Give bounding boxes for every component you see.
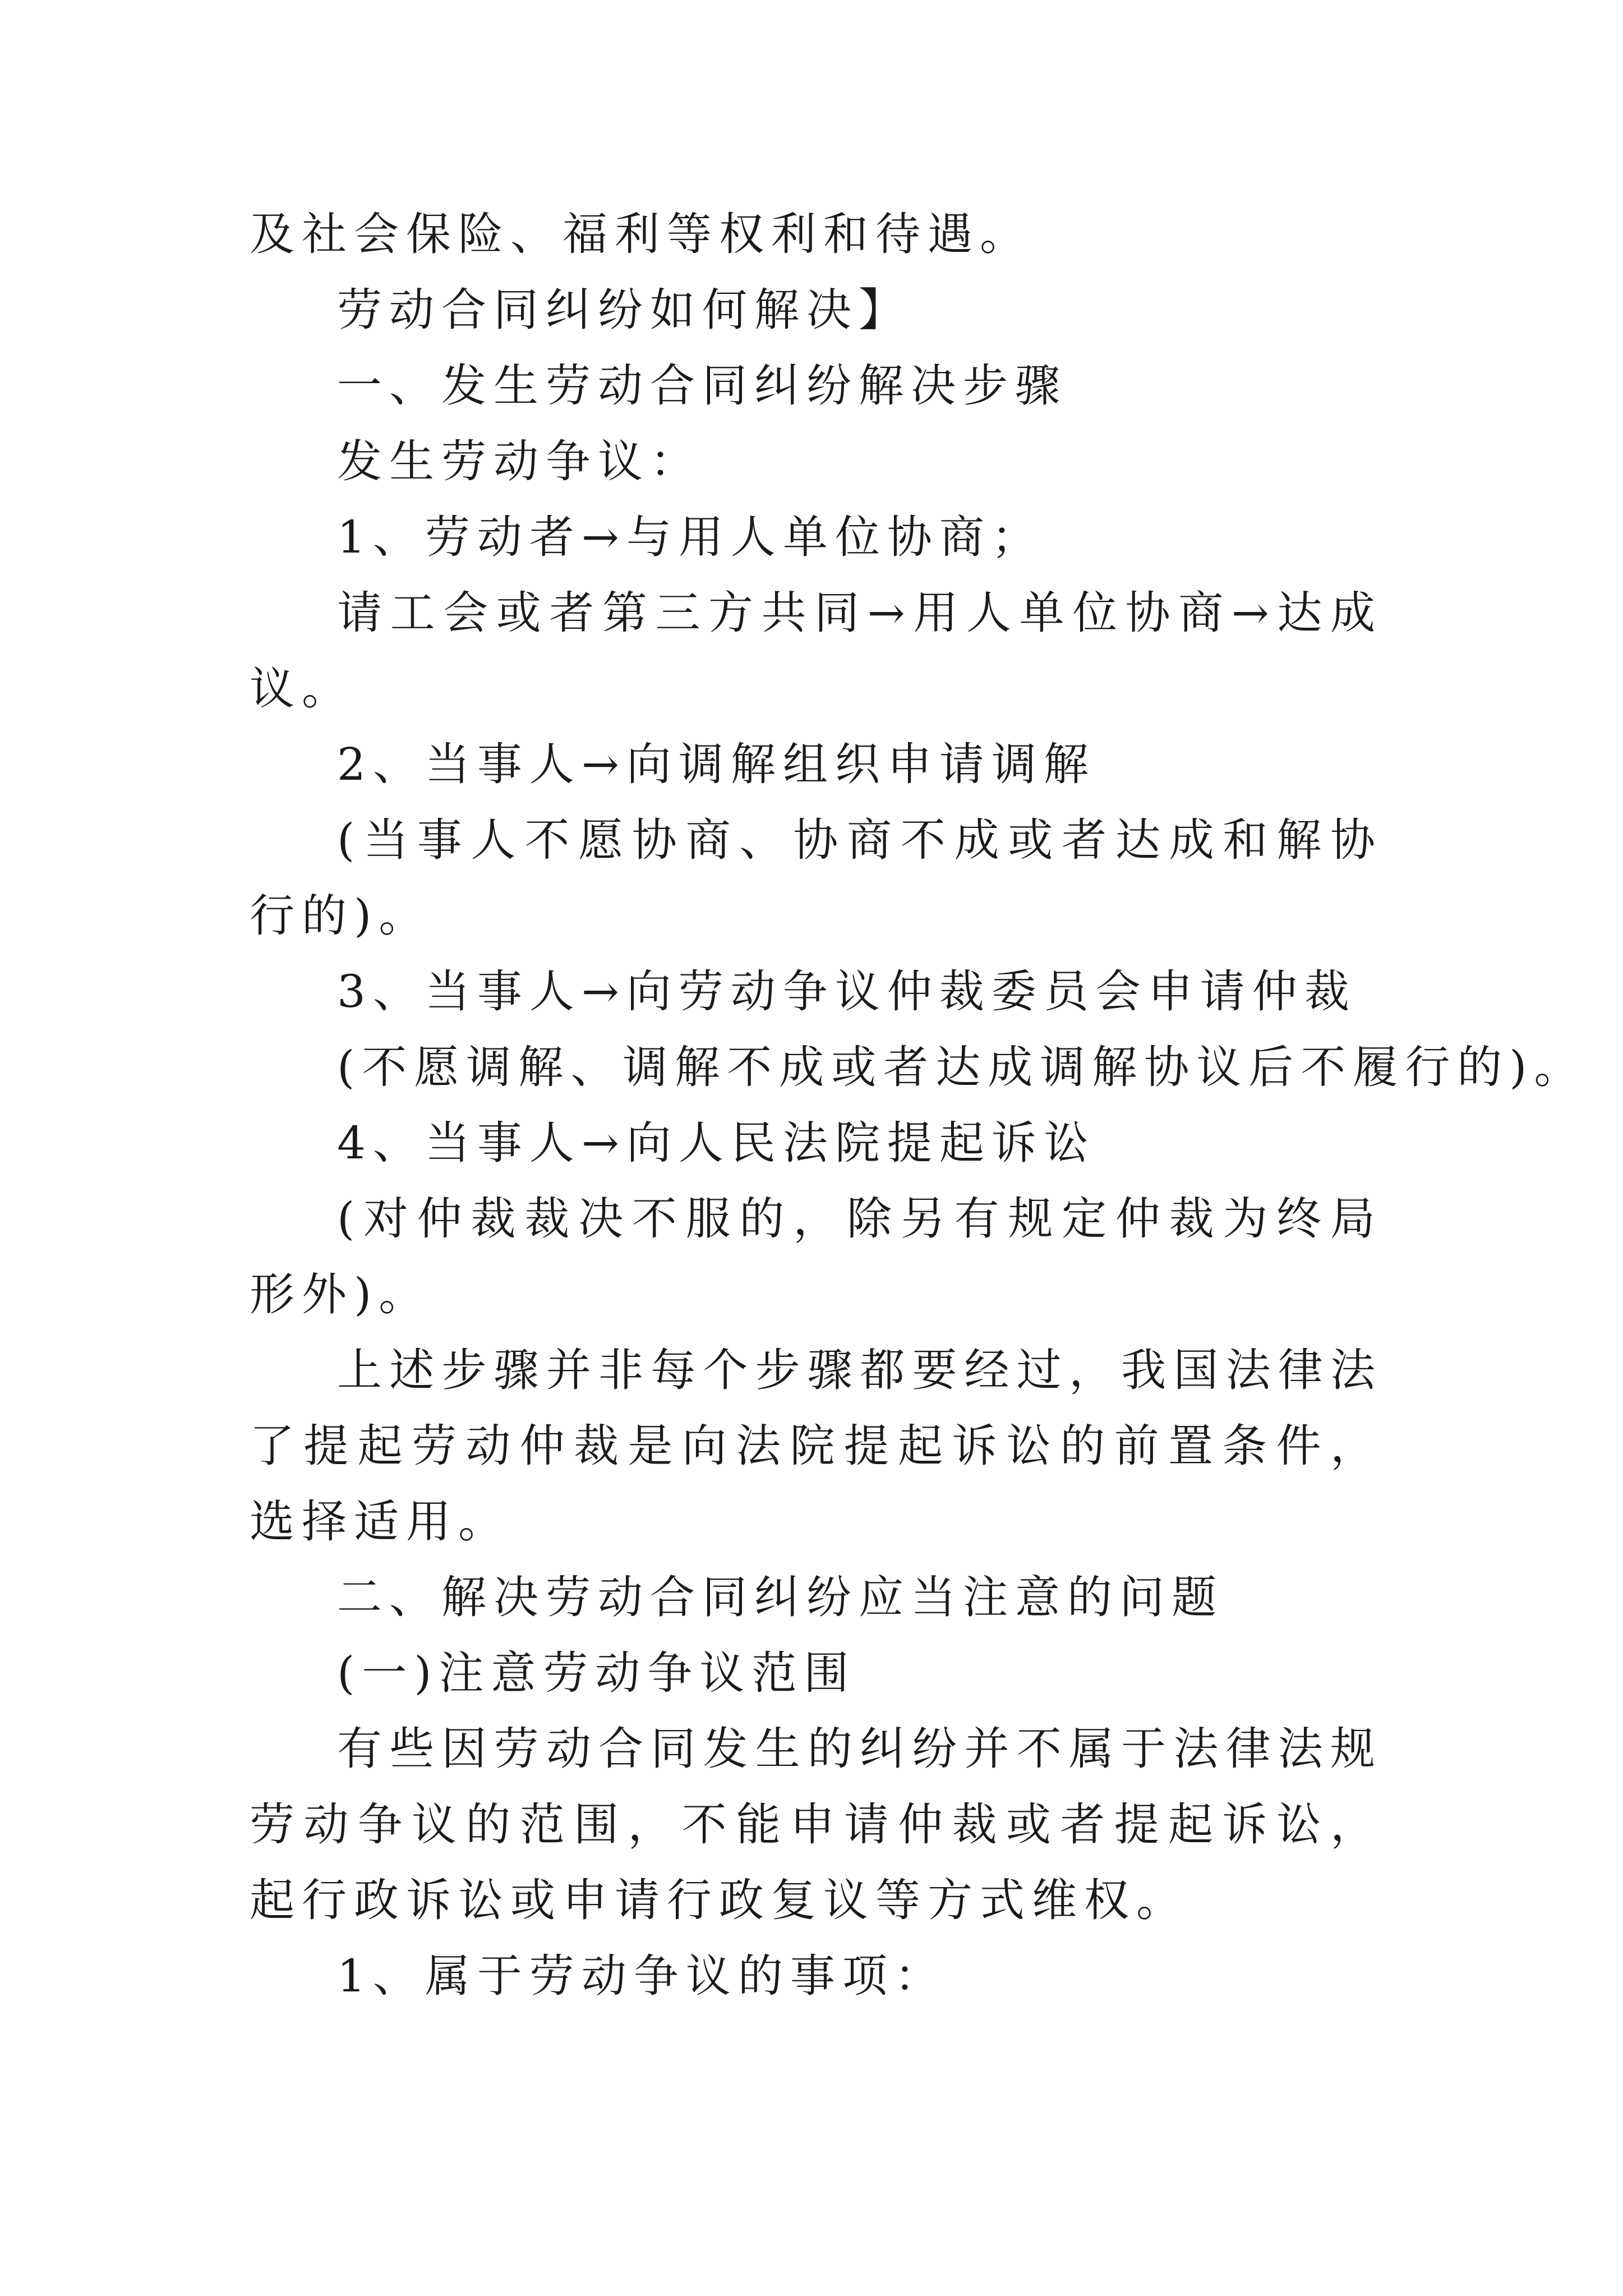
paragraph-line: (当事人不愿协商、协商不成或者达成和解协	[337, 814, 1382, 866]
body-text	[250, 196, 1587, 2014]
section-heading: 一、发生劳动合同纠纷解决步骤	[337, 360, 1067, 412]
section-heading: 二、解决劳动合同纠纷应当注意的问题	[337, 1571, 1224, 1623]
paragraph-line: 选择适用。	[250, 1496, 510, 1548]
list-item: 3、当事人→向劳动争议仲裁委员会申请仲裁	[337, 965, 1357, 1018]
paragraph-line: 上述步骤并非每个步骤都要经过，我国法律法	[337, 1344, 1382, 1396]
paragraph-line: 行的)。	[250, 890, 431, 942]
paragraph-line: 劳动争议的范围，不能申请仲裁或者提起诉讼，	[250, 1798, 1382, 1851]
list-item: 4、当事人→向人民法院提起诉讼	[337, 1117, 1096, 1169]
section-heading: 劳动合同纠纷如何解决】	[337, 284, 911, 336]
paragraph-line: 形外)。	[250, 1268, 431, 1320]
paragraph-line: (对仲裁裁决不服的，除另有规定仲裁为终局	[337, 1193, 1382, 1245]
paragraph-line: 有些因劳动合同发生的纠纷并不属于法律法规	[337, 1723, 1382, 1775]
paragraph-line: 请工会或者第三方共同→用人单位协商→达成	[337, 587, 1382, 639]
paragraph-line: 及社会保险、福利等权利和待遇。	[250, 208, 1032, 260]
paragraph-line: 议。	[250, 662, 354, 715]
paragraph-line: 起行政诉讼或申请行政复议等方式维权。	[250, 1874, 1188, 1926]
paragraph-line: 了提起劳动仲裁是向法院提起诉讼的前置条件，	[250, 1420, 1382, 1472]
list-item: 2、当事人→向调解组织申请调解	[337, 738, 1096, 790]
subsection-heading: (一)注意劳动争议范围	[337, 1647, 856, 1699]
paragraph-line: (不愿调解、调解不成或者达成调解协议后不履行的)。	[337, 1041, 1587, 1093]
list-item: 1、属于劳动争议的事项：	[337, 1950, 947, 2002]
list-item: 1、劳动者→与用人单位协商；	[337, 511, 1044, 563]
paragraph-line: 发生劳动争议：	[337, 435, 702, 487]
